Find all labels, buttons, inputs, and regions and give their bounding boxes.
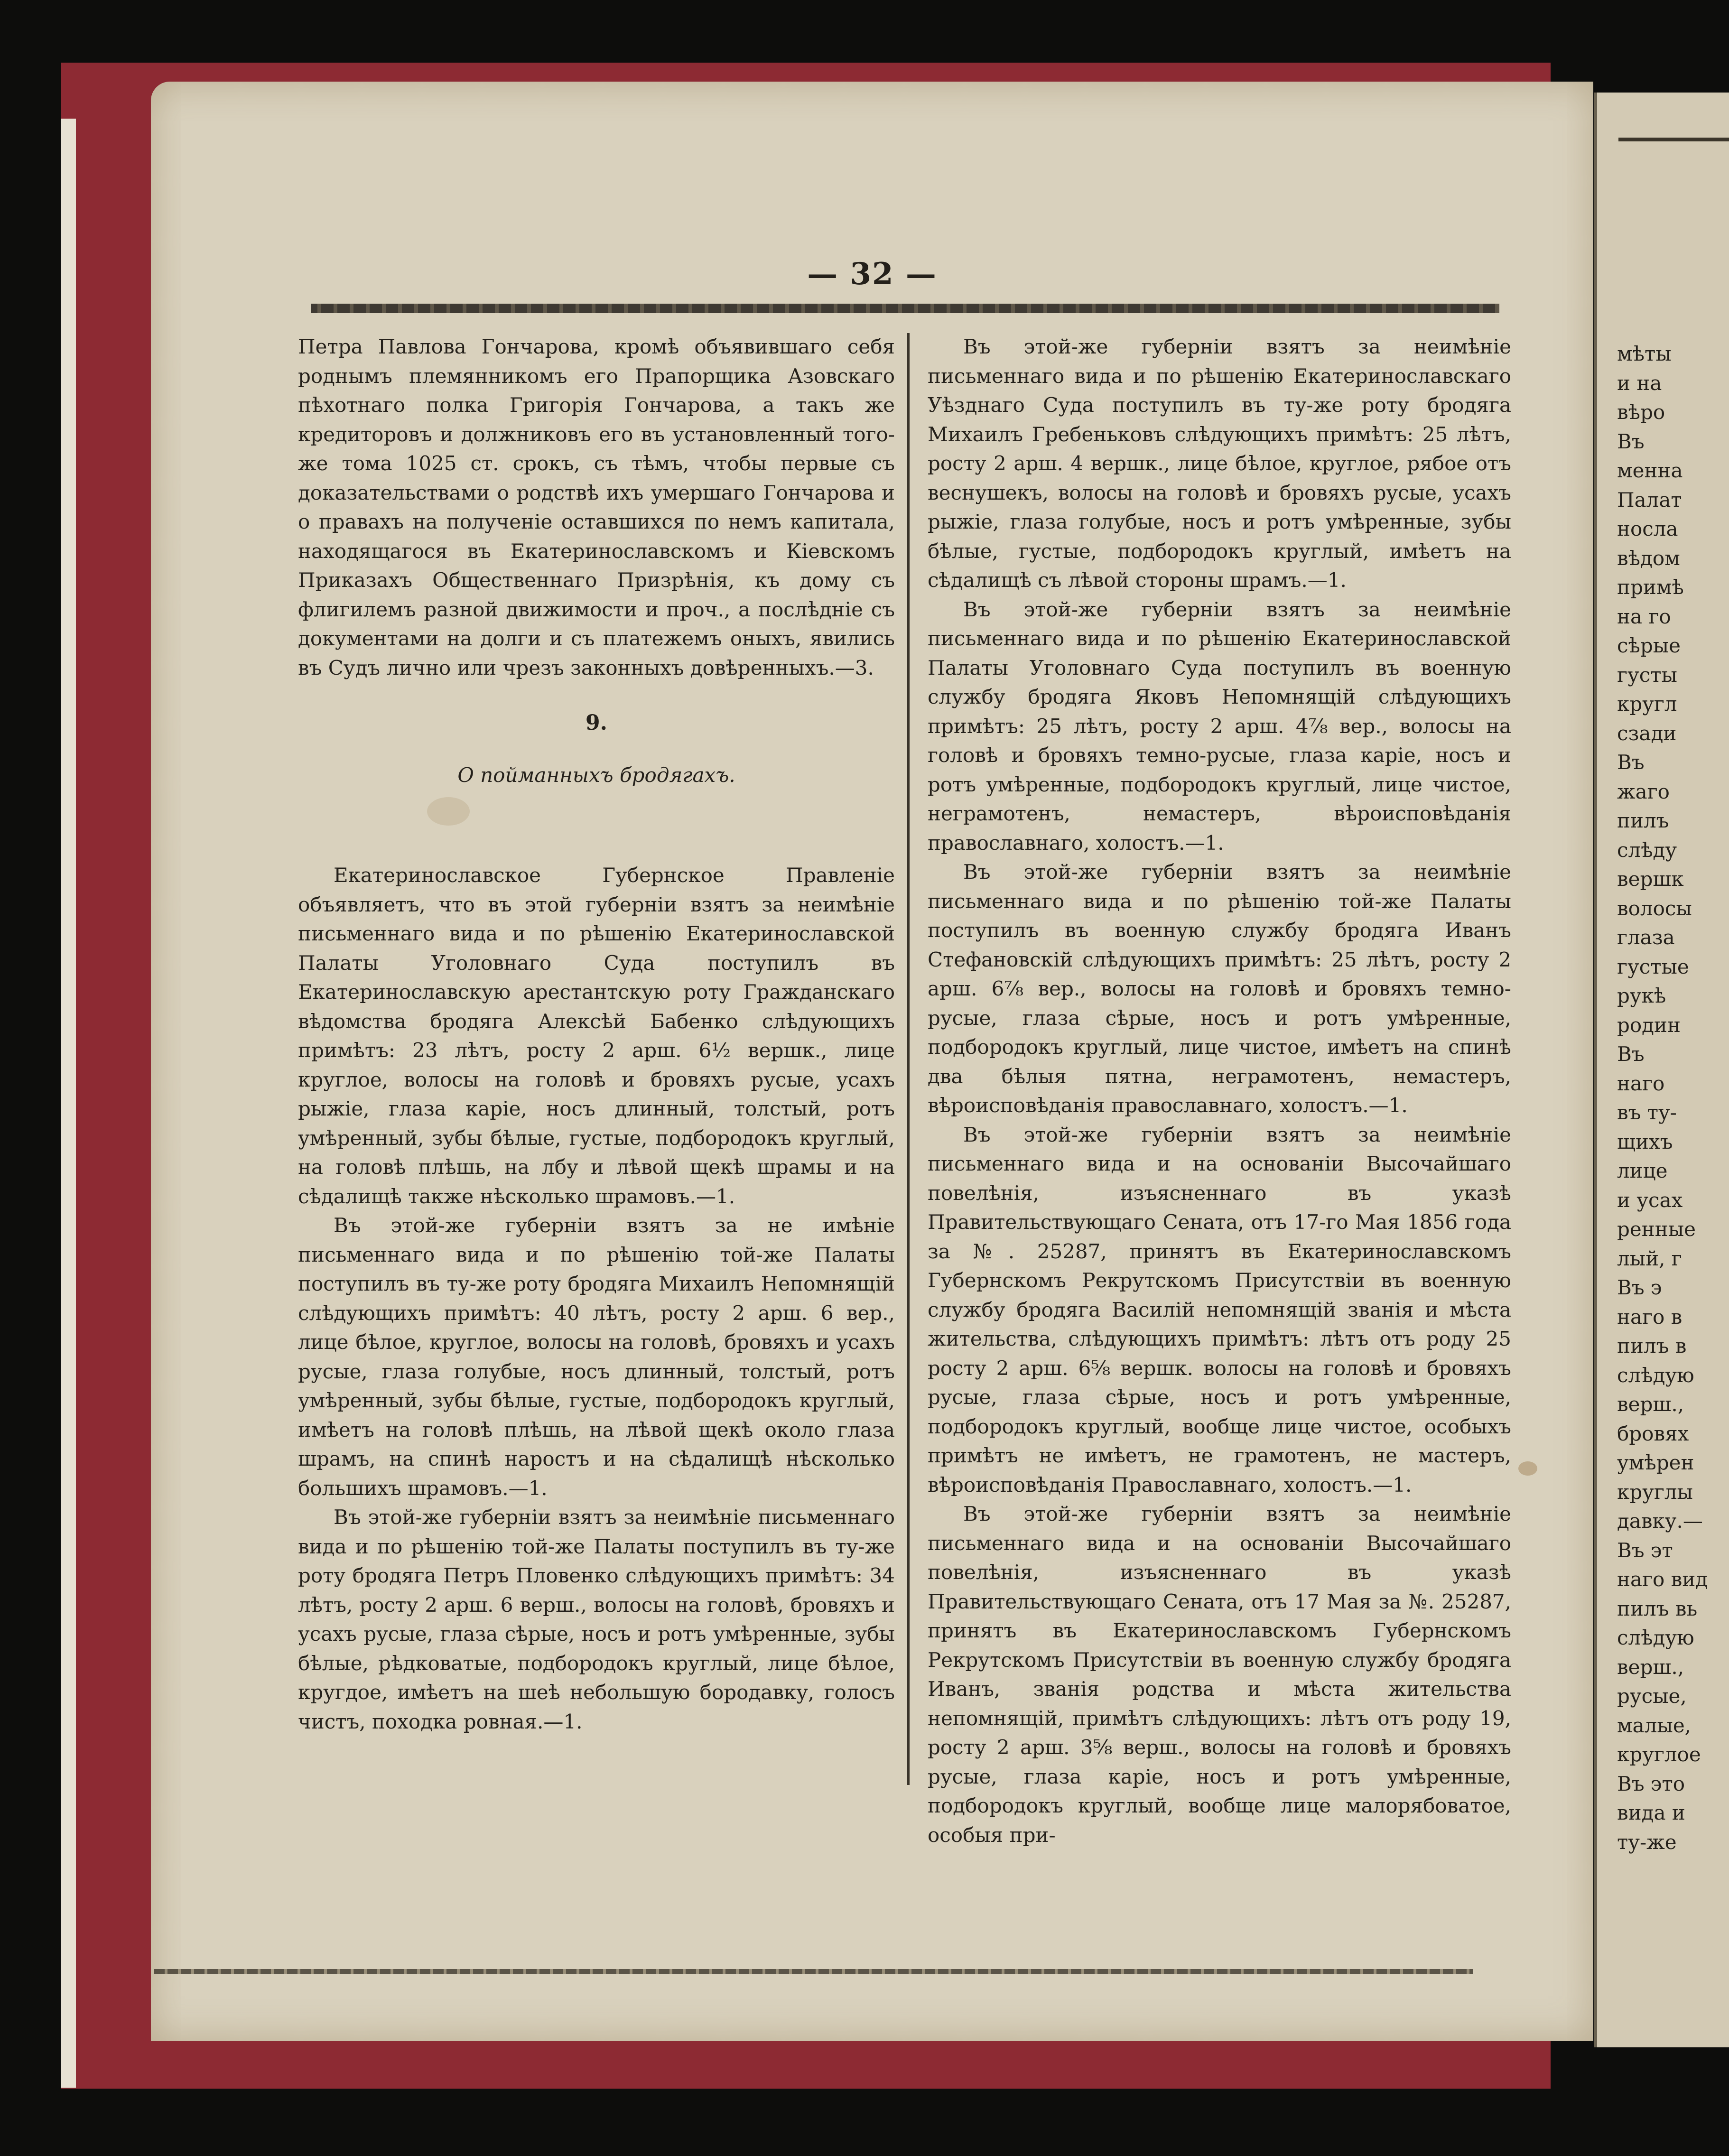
next-page-line: наго вид [1617, 1568, 1708, 1591]
next-page-line: бровях [1617, 1422, 1689, 1445]
paragraph: Петра Павлова Гончарова, кромѣ объявившаго себя роднымъ племянникомъ его Прапорщика Азовскаго пѣхотнаго полка Григорія Гончарова, а такъ же кредиторовъ и должниковъ его въ установленный того-же тома 1025 ст. срокъ, съ тѣмъ, чтобы первые съ доказательствами о родствѣ ихъ умершаго Гончарова и о правахъ на полученіе оставшихся по немъ капитала, находящагося въ Екатеринославскомъ и Кіевскомъ Приказахъ Общественнаго Призрѣнія, къ дому съ флигилемъ разной движимости и проч., а послѣдніе съ документами на долги и съ платежемъ оныхъ, явились въ Судъ лично или чрезъ законныхъ довѣренныхъ.—3. [298, 335, 895, 679]
next-page-line: давку.— [1617, 1509, 1703, 1533]
paragraph: Въ этой-же губерніи взятъ за неимѣніе письменнаго вида и по рѣшенію той-же Палаты поступилъ въ ту-же роту бродяга Петръ Пловенко слѣдующихъ примѣтъ: 34 лѣтъ, росту 2 арш. 6 верш., волосы на головѣ, бровяхъ и усахъ русые, глаза сѣрые, носъ и ротъ умѣренные, зубы бѣлые, рѣдковатые, подбородокъ круглый, лице бѣлое, кругдое, имѣетъ на шеѣ небольшую бородавку, голосъ чистъ, походка ровная.—1. [298, 1505, 895, 1733]
next-page-rule [1618, 138, 1729, 141]
next-page-line: кругл [1617, 692, 1677, 716]
next-page-line: густы [1617, 663, 1677, 687]
next-page-line: волосы [1617, 896, 1692, 920]
next-page-line: Въ эт [1617, 1538, 1673, 1562]
right-column [928, 332, 1511, 1849]
next-page-line: пилъ в [1617, 1334, 1687, 1357]
next-page-line: менна [1617, 459, 1683, 482]
next-page-fragment [1594, 93, 1729, 2047]
paragraph: Въ этой-же губерніи взятъ за неимѣніе письменнаго вида и на основаніи Высочайшаго повелѣнія, изъясненнаго въ указѣ Правительствующаго Сената, отъ 17 Мая за №. 25287, принятъ въ Екатеринославскомъ Губернскомъ Рекрутскомъ Присутствіи въ военную службу бродяга Иванъ, званія родства и мѣста жительства непомнящій, примѣтъ слѣдующихъ: лѣтъ отъ роду 19, росту 2 арш. 3⅝ верш., волосы на головѣ и бровяхъ русые, глаза каріе, носъ и ротъ умѣренные, подбородокъ круглый, вообще лице малорябоватое, особыя при- [928, 1502, 1511, 1847]
section-title: О пойманныхъ бродягахъ. [457, 763, 735, 787]
next-page-line: и на [1617, 371, 1662, 395]
next-page-line: сзади [1617, 721, 1677, 745]
next-page-line: носла [1617, 517, 1678, 540]
next-page-line: и усах [1617, 1188, 1683, 1212]
paragraph: Въ этой-же губерніи взятъ за неимѣніе письменнаго вида и по рѣшенію Екатеринославскаго Уѣзднаго Суда поступилъ въ ту-же роту бродяга Михаилъ Гребеньковъ слѣдующихъ примѣтъ: 25 лѣтъ, росту 2 арш. 4 вершк., лице бѣлое, круглое, рябое отъ веснушекъ, волосы на головѣ и бровяхъ русые, усахъ рыжіе, глаза голубые, носъ и ротъ умѣренные, зубы бѣлые, густые, подбородокъ круглый, имѣетъ на сѣдалищѣ съ лѣвой стороны шрамъ.—1. [928, 335, 1511, 592]
paragraph: Въ этой-же губерніи взятъ за не имѣніе письменнаго вида и по рѣшенію той-же Палаты поступилъ въ ту-же роту бродяга Михаилъ Непомнящій слѣдующихъ примѣтъ: 40 лѣтъ, росту 2 арш. 6 вер., лице бѣлое, круглое, волосы на головѣ, бровяхъ и усахъ русые, глаза голубые, носъ длинный, толстый, ротъ умѣренный, зубы бѣлые, густые, подбородокъ круглый, имѣетъ на головѣ плѣшь, на лѣвой щекѣ около глаза шрамъ, на спинѣ наростъ и на сѣдалищѣ нѣсколько большихъ шрамовъ.—1. [298, 1214, 895, 1500]
section-number: 9. [586, 711, 607, 735]
next-page-line: вида и [1617, 1801, 1685, 1824]
next-page-line: въ ту- [1617, 1101, 1677, 1124]
next-page-line: пилъ вь [1617, 1597, 1698, 1620]
paragraph: Въ этой-же губерніи взятъ за неимѣніе письменнаго вида и по рѣшенію той-же Палаты поступилъ въ военную службу бродяга Иванъ Стефановскій слѣдующихъ примѣтъ: 25 лѣтъ, росту 2 арш. 6⅞ вер., волосы на головѣ и бровяхъ темно-русые, глаза сѣрые, носъ и ротъ умѣренные, подбородокъ круглый, лице чистое, имѣетъ на спинѣ два бѣлыя пятна, неграмотенъ, немастеръ, вѣроисповѣданія православнаго, холостъ.—1. [928, 860, 1511, 1117]
next-page-line: русые, [1617, 1684, 1687, 1708]
next-page-line: ту-же [1617, 1830, 1677, 1854]
next-page-line: родин [1617, 1013, 1681, 1037]
cover-edge [61, 119, 76, 2088]
next-page-line: Въ это [1617, 1772, 1685, 1795]
next-page-line: слѣду [1617, 838, 1677, 862]
paragraph: Екатеринославское Губернское Правленіе объявляетъ, что въ этой губерніи взятъ за неимѣніе письменнаго вида и по рѣшенію Екатеринославской Палаты Уголовнаго Суда поступилъ въ Екатеринославскую арестантскую роту Гражданскаго вѣдомства бродяга Алексѣй Бабенко слѣдующихъ примѣтъ: 23 лѣтъ, росту 2 арш. 6½ вершк., лице круглое, волосы на головѣ и бровяхъ русые, усахъ рыжіе, глаза каріе, носъ длинный, толстый, ротъ умѣренный, зубы бѣлые, густые, подбородокъ круглый, на головѣ плѣшь, на лбу и лѣвой щекѣ шрамы и на сѣдалищѣ также нѣсколько шрамовъ.—1. [298, 864, 895, 1208]
next-page-line: густые [1617, 955, 1689, 978]
paper-stain [1518, 1461, 1537, 1476]
next-page-line: круглое [1617, 1743, 1701, 1766]
next-page-line: щихъ [1617, 1130, 1673, 1153]
left-column [298, 332, 895, 1736]
next-page-line: пилъ [1617, 809, 1669, 832]
next-page-line: малые, [1617, 1713, 1692, 1737]
next-page-lines [1617, 339, 1729, 1857]
paragraph: Въ этой-же губерніи взятъ за неимѣніе письменнаго вида и по рѣшенію Екатеринославской Палаты Уголовнаго Суда поступилъ въ военную службу бродяга Яковъ Непомнящій слѣдующихъ примѣтъ: 25 лѣтъ, росту 2 арш. 4⅞ вер., волосы на головѣ и бровяхъ темно-русые, глаза каріе, носъ и ротъ умѣренные, подбородокъ круглый, лице чистое, неграмотенъ, немастеръ, вѣроисповѣданія православнаго, холостъ.—1. [928, 597, 1511, 855]
next-page-line: примѣ [1617, 576, 1684, 599]
paragraph: Въ этой-же губерніи взятъ за неимѣніе письменнаго вида и на основаніи Высочайшаго повелѣнія, изъясненнаго въ указѣ Правительствующаго Сената, отъ 17-го Мая 1856 года за №. 25287, принятъ въ Екатеринославскомъ Губернскомъ Рекрутскомъ Присутствіи въ военную службу бродяга Василій непомнящій званія и мѣста жительства, слѣдующихъ примѣтъ: лѣтъ отъ роду 25 росту 2 арш. 6⅝ вершк. волосы на головѣ и бровяхъ русые, глаза сѣрые, носъ и ротъ умѣренные, подбородокъ круглый, вообще лице чистое, особыхъ примѣтъ не имѣетъ, не грамотенъ, не мастеръ, вѣроисповѣданія Православнаго, холостъ.—1. [928, 1123, 1511, 1496]
next-page-line: лице [1617, 1159, 1668, 1182]
next-page-line: вѣро [1617, 400, 1665, 424]
next-page-line: ренные [1617, 1217, 1696, 1241]
next-page-line: Въ [1617, 1042, 1645, 1066]
next-page-line: Въ э [1617, 1276, 1662, 1299]
next-page-line: Въ [1617, 429, 1645, 453]
next-page-line: Палат [1617, 488, 1682, 511]
next-page-line: сѣрые [1617, 634, 1681, 657]
next-page-line: слѣдую [1617, 1363, 1694, 1387]
next-page-line: Въ [1617, 751, 1645, 774]
next-page-line: слѣдую [1617, 1626, 1694, 1649]
next-page-line: наго [1617, 1071, 1665, 1095]
next-page-line: вершк [1617, 867, 1684, 891]
next-page-line: на го [1617, 604, 1671, 628]
next-page-line: жаго [1617, 780, 1670, 803]
next-page-line: круглы [1617, 1480, 1693, 1504]
header-rule [311, 304, 1499, 313]
next-page-line: умѣрен [1617, 1451, 1694, 1474]
column-divider [907, 333, 910, 1785]
bottom-rule [154, 1969, 1473, 1974]
next-page-line: верш., [1617, 1655, 1684, 1679]
next-page-line: вѣдом [1617, 546, 1680, 570]
next-page-line: рукѣ [1617, 984, 1666, 1007]
next-page-line: лый, г [1617, 1246, 1682, 1270]
next-page-line: верш., [1617, 1393, 1684, 1416]
next-page-line: глаза [1617, 926, 1675, 949]
next-page-line: наго в [1617, 1305, 1683, 1329]
next-page-line: мѣты [1617, 342, 1672, 365]
page-number: — 32 — [807, 256, 937, 292]
